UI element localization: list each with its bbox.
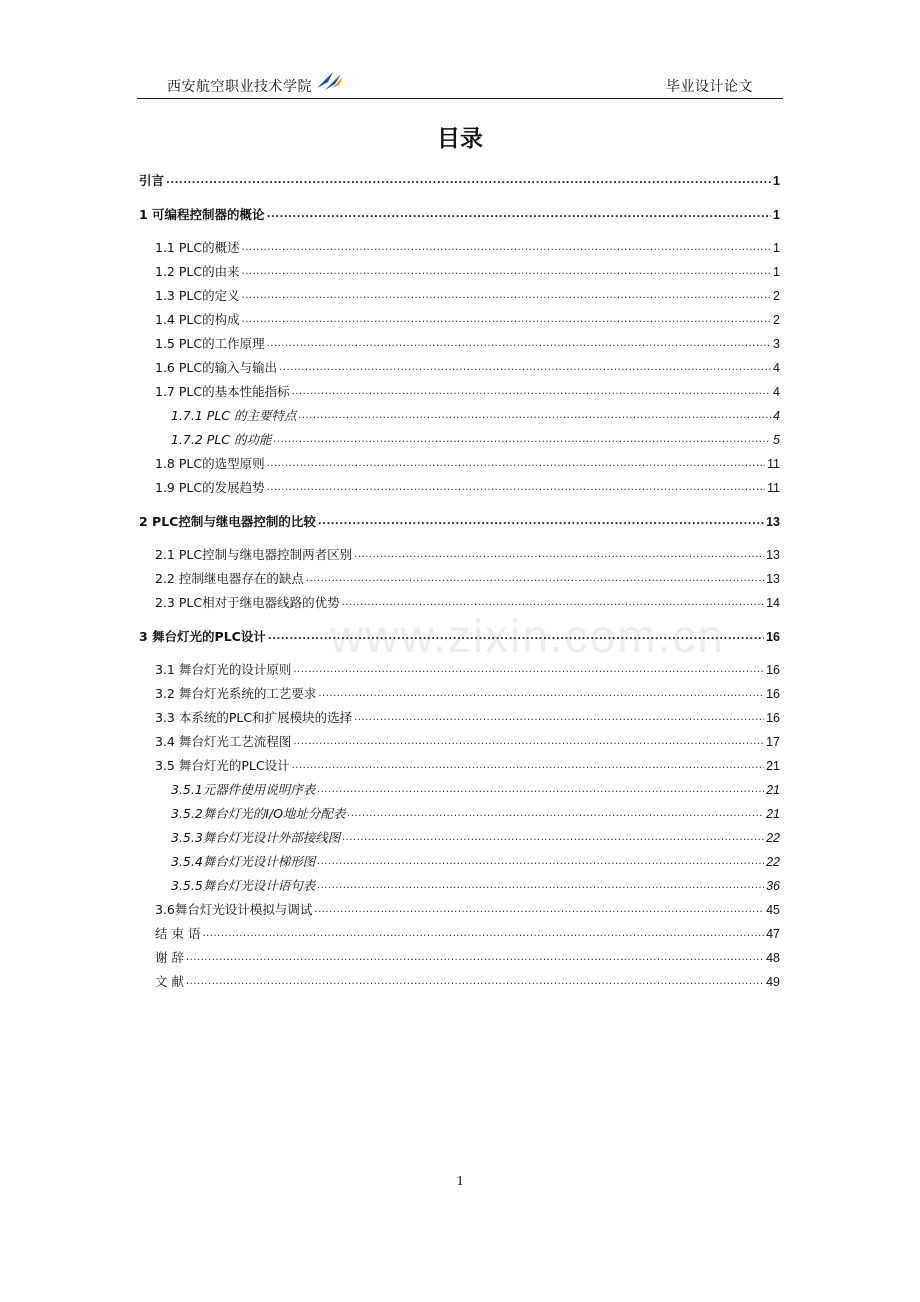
toc-label: 3.5 舞台灯光的PLC设计 bbox=[155, 758, 290, 773]
toc-leader bbox=[279, 358, 771, 378]
toc-entry[interactable] bbox=[155, 924, 780, 944]
toc-label: 1.3 PLC的定义 bbox=[155, 288, 240, 303]
toc-leader bbox=[267, 205, 771, 225]
toc-label: 1.6 PLC的输入与输出 bbox=[155, 360, 278, 375]
toc-label: 3.5.4舞台灯光设计梯形图 bbox=[171, 854, 316, 869]
toc-entry[interactable] bbox=[139, 205, 780, 225]
toc-page: 36 bbox=[766, 879, 780, 893]
toc-page: 49 bbox=[766, 975, 780, 989]
toc-page: 2 bbox=[773, 289, 780, 303]
toc-label: 引言 bbox=[139, 173, 165, 188]
toc-entry[interactable] bbox=[155, 238, 780, 258]
toc-label: 1.2 PLC的由来 bbox=[155, 264, 240, 279]
toc-leader bbox=[342, 828, 764, 848]
toc-entry[interactable] bbox=[171, 780, 780, 800]
toc-leader bbox=[292, 756, 765, 776]
toc-leader bbox=[348, 804, 765, 824]
toc-label: 2.1 PLC控制与继电器控制两者区别 bbox=[155, 547, 353, 562]
toc-page: 21 bbox=[766, 759, 780, 773]
toc-entry[interactable] bbox=[155, 310, 780, 330]
toc-entry[interactable] bbox=[171, 828, 780, 848]
wing-logo-icon bbox=[315, 68, 345, 92]
toc-page: 1 bbox=[773, 265, 780, 279]
toc-label: 3.3 本系统的PLC和扩展模块的选择 bbox=[155, 710, 353, 725]
toc-label: 文 献 bbox=[155, 974, 184, 989]
toc-label: 3.4 舞台灯光工艺流程图 bbox=[155, 734, 292, 749]
toc-leader bbox=[242, 286, 771, 306]
toc-page: 13 bbox=[766, 548, 780, 562]
toc-page: 17 bbox=[766, 735, 780, 749]
toc-label: 1.9 PLC的发展趋势 bbox=[155, 480, 265, 495]
toc-leader bbox=[242, 262, 771, 282]
toc-entry[interactable] bbox=[155, 262, 780, 282]
toc-entry[interactable] bbox=[171, 876, 780, 896]
toc-entry[interactable] bbox=[155, 286, 780, 306]
toc-label: 1.7.1 PLC 的主要特点 bbox=[171, 408, 297, 423]
page-title: 目录 bbox=[437, 126, 483, 152]
toc-page: 13 bbox=[766, 515, 780, 529]
toc-entry[interactable] bbox=[155, 382, 780, 402]
toc-leader bbox=[314, 900, 764, 920]
toc-entry[interactable] bbox=[171, 406, 780, 426]
toc-entry[interactable] bbox=[139, 627, 780, 647]
toc-page: 45 bbox=[766, 903, 780, 917]
toc-entry[interactable] bbox=[155, 545, 780, 565]
toc-entry[interactable] bbox=[171, 852, 780, 872]
toc-leader bbox=[317, 852, 764, 872]
toc-page: 21 bbox=[766, 807, 780, 821]
toc-label: 3.5.1元器件使用说明序表 bbox=[171, 782, 316, 797]
toc-leader bbox=[268, 627, 764, 647]
page-number: 1 bbox=[456, 1174, 464, 1189]
toc-label: 3.6舞台灯光设计模拟与调试 bbox=[155, 902, 313, 917]
toc-entry[interactable] bbox=[155, 478, 780, 498]
toc-page: 4 bbox=[773, 409, 780, 423]
toc-page: 16 bbox=[766, 687, 780, 701]
toc-label: 1.4 PLC的构成 bbox=[155, 312, 240, 327]
toc-page: 22 bbox=[766, 855, 780, 869]
toc-entry[interactable] bbox=[155, 708, 780, 728]
toc-page: 47 bbox=[766, 927, 780, 941]
school-name: 西安航空职业技术学院 bbox=[167, 79, 312, 95]
toc-page: 5 bbox=[773, 433, 780, 447]
toc-label: 1.8 PLC的选型原则 bbox=[155, 456, 265, 471]
toc-leader bbox=[267, 454, 765, 474]
toc-page: 2 bbox=[773, 313, 780, 327]
toc-entry[interactable] bbox=[171, 804, 780, 824]
toc-label: 3 舞台灯光的PLC设计 bbox=[139, 629, 266, 644]
toc-label: 1.7.2 PLC 的功能 bbox=[171, 432, 272, 447]
document-type: 毕业设计论文 bbox=[666, 79, 753, 95]
watermark: www.zixin.com.cn bbox=[330, 610, 725, 662]
toc-page: 16 bbox=[766, 711, 780, 725]
toc-leader bbox=[267, 478, 765, 498]
toc-page: 16 bbox=[766, 630, 780, 644]
toc-label: 1.5 PLC的工作原理 bbox=[155, 336, 265, 351]
toc-label: 2 PLC控制与继电器控制的比较 bbox=[139, 514, 316, 529]
toc-label: 3.5.5舞台灯光设计语句表 bbox=[171, 878, 316, 893]
toc-entry[interactable] bbox=[155, 900, 780, 920]
toc-page: 1 bbox=[773, 241, 780, 255]
toc-label: 3.5.3舞台灯光设计外部接线图 bbox=[171, 830, 341, 845]
toc-entry[interactable] bbox=[155, 972, 780, 992]
toc-label: 1.7 PLC的基本性能指标 bbox=[155, 384, 290, 399]
toc-leader bbox=[242, 238, 771, 258]
toc-leader bbox=[242, 310, 771, 330]
toc-leader bbox=[293, 660, 764, 680]
toc-page: 4 bbox=[773, 385, 780, 399]
toc-page: 4 bbox=[773, 361, 780, 375]
toc-page: 3 bbox=[773, 337, 780, 351]
toc-label: 结 束 语 bbox=[155, 926, 201, 941]
toc-page: 11 bbox=[767, 457, 780, 471]
toc-label: 3.1 舞台灯光的设计原则 bbox=[155, 662, 292, 677]
toc-leader bbox=[186, 972, 764, 992]
toc-page: 14 bbox=[766, 596, 780, 610]
toc-leader bbox=[202, 924, 764, 944]
toc-page: 16 bbox=[766, 663, 780, 677]
toc-entry[interactable] bbox=[139, 512, 780, 532]
toc-leader bbox=[186, 948, 764, 968]
toc-leader bbox=[273, 430, 771, 450]
toc-entry[interactable] bbox=[155, 569, 780, 589]
toc-entry[interactable] bbox=[155, 334, 780, 354]
toc-leader bbox=[318, 512, 764, 532]
toc-leader bbox=[292, 382, 771, 402]
toc-entry[interactable] bbox=[155, 358, 780, 378]
toc-entry[interactable] bbox=[155, 454, 780, 474]
toc-label: 谢 辞 bbox=[155, 950, 184, 965]
toc-leader bbox=[342, 593, 765, 613]
toc-entry[interactable] bbox=[155, 732, 780, 752]
toc-leader bbox=[317, 876, 764, 896]
toc-label: 2.2 控制继电器存在的缺点 bbox=[155, 571, 304, 586]
toc-entry[interactable] bbox=[155, 593, 780, 613]
toc-page: 22 bbox=[766, 831, 780, 845]
toc-label: 1 可编程控制器的概论 bbox=[139, 207, 265, 222]
toc-label: 2.3 PLC相对于继电器线路的优势 bbox=[155, 595, 340, 610]
toc-entry[interactable] bbox=[139, 171, 780, 191]
toc-leader bbox=[293, 732, 764, 752]
toc-entry[interactable] bbox=[155, 948, 780, 968]
toc-leader bbox=[317, 780, 764, 800]
toc-leader bbox=[354, 708, 764, 728]
page-header bbox=[137, 64, 783, 99]
toc-page: 21 bbox=[766, 783, 780, 797]
toc-leader bbox=[166, 171, 771, 191]
toc-leader bbox=[267, 334, 771, 354]
toc-leader bbox=[298, 406, 771, 426]
toc-entry[interactable] bbox=[171, 430, 780, 450]
toc-label: 3.5.2舞台灯光的I/O地址分配表 bbox=[171, 806, 346, 821]
toc-page: 1 bbox=[773, 208, 780, 222]
toc-entry[interactable] bbox=[155, 684, 780, 704]
toc-label: 3.2 舞台灯光系统的工艺要求 bbox=[155, 686, 317, 701]
toc-page: 48 bbox=[766, 951, 780, 965]
toc-leader bbox=[318, 684, 764, 704]
toc-leader bbox=[306, 569, 764, 589]
toc-leader bbox=[354, 545, 764, 565]
toc-entry[interactable] bbox=[155, 660, 780, 680]
toc-entry[interactable] bbox=[155, 756, 780, 776]
toc-label: 1.1 PLC的概述 bbox=[155, 240, 240, 255]
toc-page: 1 bbox=[773, 174, 780, 188]
toc-page: 13 bbox=[766, 572, 780, 586]
toc-page: 11 bbox=[767, 481, 780, 495]
